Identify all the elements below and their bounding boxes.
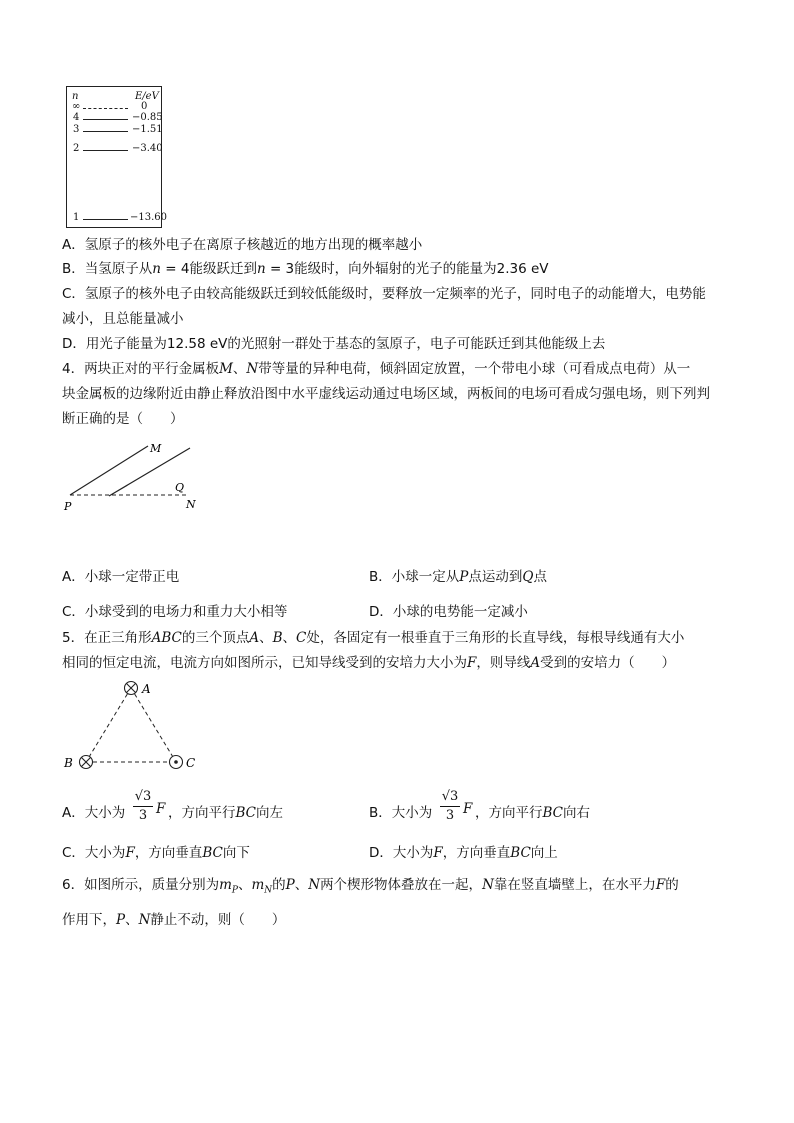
q5-stem-post: 处，各固定有一根垂直于三角形的长直导线，每根导线通有大小 (306, 630, 685, 646)
q5-stem-sepA: 、 (259, 630, 273, 646)
level-line-1 (83, 219, 128, 220)
q4-option-c: C．小球受到的电场力和重力大小相等 (62, 604, 288, 620)
q5-b-post-text: ，方向平行 (475, 805, 543, 821)
q6-N3: N (138, 912, 151, 928)
level-n-2: 2 (73, 143, 80, 154)
q5-a-end: 向左 (256, 805, 284, 821)
edge-AC (131, 688, 176, 762)
q5-b-bc: BC (542, 805, 564, 821)
q5-d-end: 向上 (530, 845, 558, 861)
q5-stem2-post: 受到的安培力（ ） (540, 655, 676, 671)
q5-stem-line1 (62, 628, 684, 648)
q5-a-bc: BC (235, 805, 257, 821)
q6-mp: m (219, 877, 232, 893)
q4-stem-M: M (219, 361, 233, 377)
q5-b-pre: B．大小为 (369, 805, 433, 821)
q5-stem-B: B (272, 630, 283, 646)
q5-a-pre: A．大小为 (62, 805, 126, 821)
q5-b-frac-den: 3 (445, 808, 455, 823)
q5-a-post (168, 801, 283, 821)
q4-b-Q: Q (522, 569, 534, 585)
q6-mid2: 两个楔形物体叠放在一起， (320, 877, 483, 893)
q5-a-post-text: ，方向平行 (168, 805, 236, 821)
q4-stem-post: 带等量的异种电荷，倾斜固定放置，一个带电小球（可看成点电荷）从一 (258, 361, 691, 377)
q5-stem-ABC: ABC (151, 630, 182, 646)
q6-stem2-post: 静止不动，则（ ） (150, 912, 286, 928)
q3-option-c-line2: 减小，且总能量减小 (62, 311, 184, 327)
q5-stem-pre: 5．在正三角形 (62, 630, 152, 646)
label-M: M (150, 442, 162, 455)
q3-option-a: A．氢原子的核外电子在离原子核越近的地方出现的概率越小 (62, 237, 423, 253)
wire-C-out-of-page-icon (170, 756, 183, 769)
q5-stem-sepB: 、 (282, 630, 297, 646)
q3-option-b (62, 259, 549, 279)
level-line-4 (83, 119, 128, 120)
level-e-inf: 0 (141, 101, 148, 112)
level-e-2: −3.40 (132, 143, 163, 154)
q6-mid: 的 (272, 877, 286, 893)
q6-mn: m (251, 877, 265, 893)
q6-stem2-pre: 作用下， (62, 912, 116, 928)
q4-b-P: P (459, 569, 469, 585)
q5-option-d (369, 843, 558, 863)
q3-b-n2: n (256, 261, 266, 277)
q5-d-mid: ，方向垂直 (442, 845, 511, 861)
e-header: E/eV (135, 91, 159, 102)
level-line-inf (83, 108, 128, 109)
q6-sep2: 、 (294, 877, 309, 893)
q5-c-mid: ，方向垂直 (134, 845, 203, 861)
q6-N2: N (482, 877, 494, 893)
q5-stem2-A: A (530, 655, 541, 671)
q6-mn-sub: N (264, 885, 273, 896)
q6-stem-line1 (62, 875, 679, 901)
q6-F: F (655, 877, 666, 893)
level-e-4: −0.85 (132, 112, 163, 123)
plate-M (70, 446, 148, 495)
q4-plates-figure (60, 440, 210, 515)
level-e-1: −13.60 (130, 212, 168, 223)
q5-stem-A: A (249, 630, 260, 646)
level-line-2 (83, 150, 128, 151)
level-n-3: 3 (73, 124, 80, 135)
q5-stem2-mid: ，则导线 (476, 655, 531, 671)
level-line-3 (83, 131, 128, 132)
q4-option-a: A．小球一定带正电 (62, 569, 180, 585)
level-e-3: −1.51 (132, 124, 163, 135)
q3-b-n1: n (152, 261, 161, 277)
wire-A-into-page-icon (125, 682, 138, 695)
q5-b-end: 向右 (563, 805, 591, 821)
q5-a-fraction (132, 788, 154, 825)
q5-stem2-F: F (467, 655, 477, 671)
wire-B-into-page-icon (80, 756, 93, 769)
q6-mp-sub: P (231, 885, 238, 896)
q4-b-pre: B．小球一定从 (369, 569, 460, 585)
q5-stem-line2 (62, 653, 675, 673)
label-N: N (186, 498, 196, 511)
q4-option-b (369, 567, 547, 587)
label-C: C (186, 756, 196, 770)
q6-post: 的 (665, 877, 679, 893)
q3-b-eq2: = 3能级时，向外辐射的光子的能量为2.36 eV (265, 261, 549, 277)
q5-d-pre: D．大小为 (369, 845, 434, 861)
q5-b-fraction (439, 788, 461, 825)
q5-a-frac-num: √3 (134, 789, 152, 804)
label-A: A (142, 682, 151, 696)
q4-stem-line3: 断正确的是（ ） (62, 411, 184, 427)
level-n-1: 1 (73, 212, 80, 223)
q5-c-pre: C．大小为 (62, 845, 126, 861)
q6-mid3: 靠在竖直墙壁上，在水平力 (493, 877, 656, 893)
q5-c-bc: BC (202, 845, 223, 861)
q3-option-d: D．用光子能量为12.58 eV的光照射一群处于基态的氢原子，电子可能跃迁到其他能级上去 (62, 336, 606, 352)
n-header: n (72, 91, 79, 102)
label-B: B (64, 756, 73, 770)
q4-stem-N: N (246, 361, 259, 377)
q6-N: N (308, 877, 321, 893)
q5-stem2-pre: 相同的恒定电流，电流方向如图所示，已知导线受到的安培力大小为 (62, 655, 467, 671)
label-Q: Q (175, 481, 185, 494)
q5-triangle-figure (60, 675, 210, 775)
q3-option-c-line1: C．氢原子的核外电子由较高能级跃迁到较低能级时，要释放一定频率的光子，同时电子的动能增大，电势能 (62, 286, 706, 302)
q5-d-F: F (433, 845, 443, 861)
q5-stem-C: C (296, 630, 307, 646)
q4-stem-pre: 4．两块正对的平行金属板 (62, 361, 220, 377)
q5-b-frac-num: √3 (441, 789, 459, 804)
q5-a-F: F (156, 801, 166, 817)
q5-option-c (62, 843, 250, 863)
q3-b-pre: B．当氢原子从 (62, 261, 153, 277)
q5-stem-mid1: 的三个顶点 (181, 630, 250, 646)
q6-sep: 、 (237, 877, 252, 893)
q6-P: P (285, 877, 295, 893)
q4-stem-line1 (62, 359, 690, 379)
q5-c-end: 向下 (222, 845, 250, 861)
q6-stem-line2 (62, 910, 285, 930)
q3-b-eq1: = 4能级跃迁到 (160, 261, 257, 277)
energy-level-diagram (66, 86, 168, 228)
q5-d-bc: BC (510, 845, 531, 861)
q5-b-F: F (463, 801, 473, 817)
q4-stem-sep: 、 (232, 361, 247, 377)
q5-c-F: F (125, 845, 135, 861)
q4-b-mid: 点运动到 (468, 569, 523, 585)
q5-b-post (475, 801, 590, 821)
level-n-inf: ∞ (72, 101, 81, 112)
label-P: P (64, 500, 72, 513)
q6-stem-pre: 6．如图所示，质量分别为 (62, 877, 220, 893)
q6-P2: P (116, 912, 126, 928)
q5-a-frac-den: 3 (138, 808, 148, 823)
q4-b-post: 点 (533, 569, 547, 585)
q4-option-d: D．小球的电势能一定减小 (369, 604, 528, 620)
level-n-4: 4 (73, 112, 80, 123)
q4-stem-line2: 块金属板的边缘附近由静止释放沿图中水平虚线运动通过电场区域，两板间的电场可看成匀强电场，则下列判 (62, 386, 710, 402)
edge-AB (86, 688, 131, 762)
q6-sep3: 、 (125, 912, 139, 928)
